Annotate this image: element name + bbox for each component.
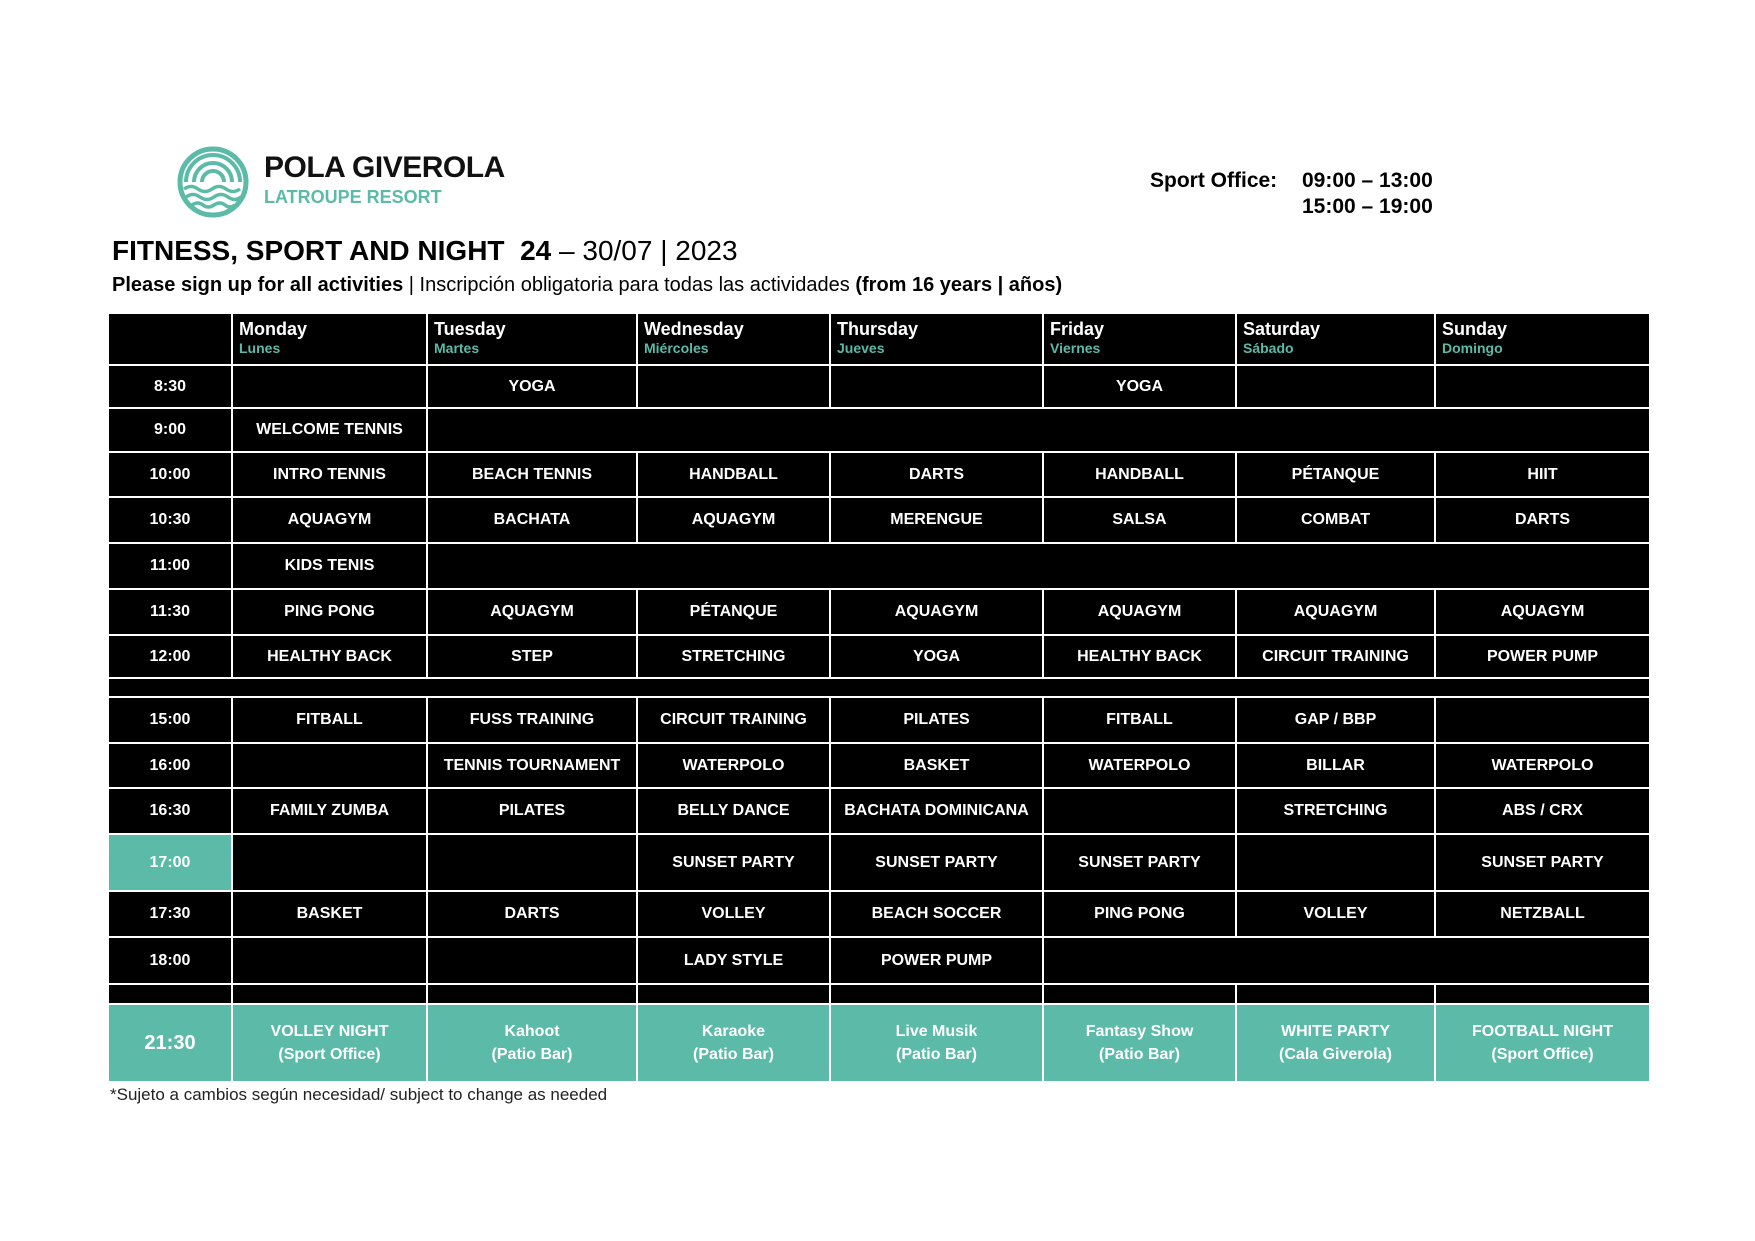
brand-subtitle: LATROUPE RESORT [264, 187, 442, 207]
activity-cell: HEALTHY BACK [232, 635, 427, 678]
night-event-cell [637, 1004, 830, 1082]
activity-cell: TENNIS TOURNAMENT [427, 743, 637, 788]
activity-cell: STRETCHING [637, 635, 830, 678]
activity-cell: INTRO TENNIS [232, 452, 427, 497]
header-corner [108, 313, 232, 365]
activity-cell: BACHATA DOMINICANA [830, 788, 1043, 834]
activity-cell: HANDBALL [637, 452, 830, 497]
activity-cell: ABS / CRX [1435, 788, 1650, 834]
header-thursday: Thursday Jueves [830, 313, 1043, 365]
activity-cell: BILLAR [1236, 743, 1435, 788]
header-row [108, 313, 1650, 365]
row-1200 [108, 635, 1650, 678]
event-place: (Patio Bar) [693, 1046, 774, 1063]
activity-cell [232, 937, 427, 984]
sport-office-hours [1150, 168, 1433, 220]
activity-cell [427, 543, 1650, 589]
activity-cell [637, 365, 830, 408]
row-1730 [108, 891, 1650, 937]
activity-cell: BEACH SOCCER [830, 891, 1043, 937]
activity-cell: WATERPOLO [1435, 743, 1650, 788]
activity-cell: FITBALL [1043, 697, 1236, 743]
office-hours-morning: 09:00 – 13:00 [1302, 169, 1433, 192]
activity-cell: LADY STYLE [637, 937, 830, 984]
header-tuesday: Tuesday Martes [427, 313, 637, 365]
activity-cell [427, 937, 637, 984]
night-event-cell [427, 1004, 637, 1082]
activity-cell: POWER PUMP [1435, 635, 1650, 678]
page-title [112, 234, 738, 268]
row-0830 [108, 365, 1650, 408]
event-name: Fantasy Show [1085, 1023, 1194, 1040]
time-cell: 16:00 [108, 743, 232, 788]
activity-cell: AQUAGYM [1236, 589, 1435, 635]
spacer-row [108, 984, 1650, 1004]
night-event-cell [830, 1004, 1043, 1082]
activity-cell [1236, 365, 1435, 408]
activity-cell: BASKET [232, 891, 427, 937]
activity-cell: VOLLEY [637, 891, 830, 937]
activity-cell: CIRCUIT TRAINING [1236, 635, 1435, 678]
activity-cell [427, 834, 637, 891]
event-place: (Patio Bar) [896, 1046, 977, 1063]
activity-cell [1043, 937, 1650, 984]
time-cell: 9:00 [108, 408, 232, 452]
activity-cell: NETZBALL [1435, 891, 1650, 937]
event-place: (Patio Bar) [1099, 1046, 1180, 1063]
activity-cell: GAP / BBP [1236, 697, 1435, 743]
time-cell: 12:00 [108, 635, 232, 678]
activity-cell [1236, 834, 1435, 891]
activity-cell: YOGA [427, 365, 637, 408]
time-cell: 10:00 [108, 452, 232, 497]
night-event-cell [1236, 1004, 1435, 1082]
event-name: Live Musik [895, 1023, 978, 1040]
time-cell: 21:30 [108, 1004, 232, 1082]
event-name: Karaoke [701, 1023, 766, 1040]
activity-cell: SUNSET PARTY [637, 834, 830, 891]
page-subtitle [112, 272, 1062, 298]
row-1100 [108, 543, 1650, 589]
night-event-cell [232, 1004, 427, 1082]
activity-cell: HEALTHY BACK [1043, 635, 1236, 678]
activity-cell: STEP [427, 635, 637, 678]
activity-cell: FAMILY ZUMBA [232, 788, 427, 834]
activity-cell: YOGA [830, 635, 1043, 678]
event-name: VOLLEY NIGHT [270, 1023, 389, 1040]
header-wednesday: Wednesday Miércoles [637, 313, 830, 365]
activity-cell: FUSS TRAINING [427, 697, 637, 743]
brand-name: POLA GIVEROLA [264, 151, 505, 184]
night-event-cell [1435, 1004, 1650, 1082]
activity-cell: MERENGUE [830, 497, 1043, 543]
row-1000 [108, 452, 1650, 497]
header-friday: Friday Viernes [1043, 313, 1236, 365]
schedule-table [107, 312, 1651, 1083]
title-bold: FITNESS, SPORT AND NIGHT 24 [112, 235, 552, 266]
activity-cell: CIRCUIT TRAINING [637, 697, 830, 743]
brand [264, 152, 505, 208]
activity-cell: DARTS [427, 891, 637, 937]
row-1700 [108, 834, 1650, 891]
time-cell: 18:00 [108, 937, 232, 984]
row-1800 [108, 937, 1650, 984]
activity-cell: SUNSET PARTY [1043, 834, 1236, 891]
time-cell: 11:00 [108, 543, 232, 589]
activity-cell: PING PONG [232, 589, 427, 635]
row-1030 [108, 497, 1650, 543]
activity-cell: POWER PUMP [830, 937, 1043, 984]
subtitle-es: | Inscripción obligatoria para todas las actividades [403, 274, 856, 296]
header-monday: Monday Lunes [232, 313, 427, 365]
activity-cell: PILATES [427, 788, 637, 834]
activity-cell: BELLY DANCE [637, 788, 830, 834]
activity-cell: WATERPOLO [637, 743, 830, 788]
time-cell: 17:00 [108, 834, 232, 891]
activity-cell: SUNSET PARTY [830, 834, 1043, 891]
activity-cell: AQUAGYM [830, 589, 1043, 635]
activity-cell [232, 834, 427, 891]
activity-cell: VOLLEY [1236, 891, 1435, 937]
activity-cell: BASKET [830, 743, 1043, 788]
title-dates: – 30/07 | 2023 [551, 235, 738, 266]
subtitle-en: Please sign up for all activities [112, 274, 404, 296]
break-row [108, 678, 1650, 697]
event-name: WHITE PARTY [1280, 1023, 1391, 1040]
activity-cell: SUNSET PARTY [1435, 834, 1650, 891]
activity-cell: AQUAGYM [1435, 589, 1650, 635]
activity-cell: PÉTANQUE [637, 589, 830, 635]
row-1600 [108, 743, 1650, 788]
event-place: (Sport Office) [1491, 1046, 1594, 1063]
activity-cell: PÉTANQUE [1236, 452, 1435, 497]
activity-cell [232, 743, 427, 788]
activity-cell: WATERPOLO [1043, 743, 1236, 788]
activity-cell: YOGA [1043, 365, 1236, 408]
row-0900 [108, 408, 1650, 452]
activity-cell: AQUAGYM [1043, 589, 1236, 635]
time-cell: 10:30 [108, 497, 232, 543]
header-saturday: Saturday Sábado [1236, 313, 1435, 365]
event-name: FOOTBALL NIGHT [1471, 1023, 1614, 1040]
activity-cell: PILATES [830, 697, 1043, 743]
header-sunday: Sunday Domingo [1435, 313, 1650, 365]
event-place: (Cala Giverola) [1279, 1046, 1392, 1063]
night-event-cell [1043, 1004, 1236, 1082]
activity-cell [830, 365, 1043, 408]
activity-cell: AQUAGYM [427, 589, 637, 635]
activity-cell: BEACH TENNIS [427, 452, 637, 497]
event-place: (Sport Office) [278, 1046, 381, 1063]
row-1630 [108, 788, 1650, 834]
activity-cell: DARTS [830, 452, 1043, 497]
activity-cell: FITBALL [232, 697, 427, 743]
activity-cell: KIDS TENIS [232, 543, 427, 589]
time-cell: 17:30 [108, 891, 232, 937]
row-1130 [108, 589, 1650, 635]
time-cell: 11:30 [108, 589, 232, 635]
time-cell: 8:30 [108, 365, 232, 408]
office-label: Sport Office: [1150, 169, 1278, 192]
event-name: Kahoot [504, 1023, 560, 1040]
activity-cell: DARTS [1435, 497, 1650, 543]
time-cell: 15:00 [108, 697, 232, 743]
footnote: *Sujeto a cambios según necesidad/ subject to change as needed [110, 1085, 608, 1104]
activity-cell: STRETCHING [1236, 788, 1435, 834]
row-2130 [108, 1004, 1650, 1082]
activity-cell: BACHATA [427, 497, 637, 543]
subtitle-age: (from 16 years | años) [855, 274, 1063, 296]
activity-cell: WELCOME TENNIS [232, 408, 427, 452]
activity-cell: AQUAGYM [637, 497, 830, 543]
activity-cell: PING PONG [1043, 891, 1236, 937]
activity-cell: COMBAT [1236, 497, 1435, 543]
activity-cell [232, 365, 427, 408]
event-place: (Patio Bar) [491, 1046, 573, 1063]
resort-logo-icon [172, 145, 254, 219]
activity-cell [427, 408, 1650, 452]
activity-cell [1435, 697, 1650, 743]
break-divider [108, 678, 1650, 697]
activity-cell: HIIT [1435, 452, 1650, 497]
activity-cell: SALSA [1043, 497, 1236, 543]
activity-cell: AQUAGYM [232, 497, 427, 543]
activity-cell [1435, 365, 1650, 408]
activity-cell: HANDBALL [1043, 452, 1236, 497]
activity-cell [1043, 788, 1236, 834]
time-cell: 16:30 [108, 788, 232, 834]
row-1500 [108, 697, 1650, 743]
office-hours-afternoon: 15:00 – 19:00 [1302, 195, 1433, 218]
